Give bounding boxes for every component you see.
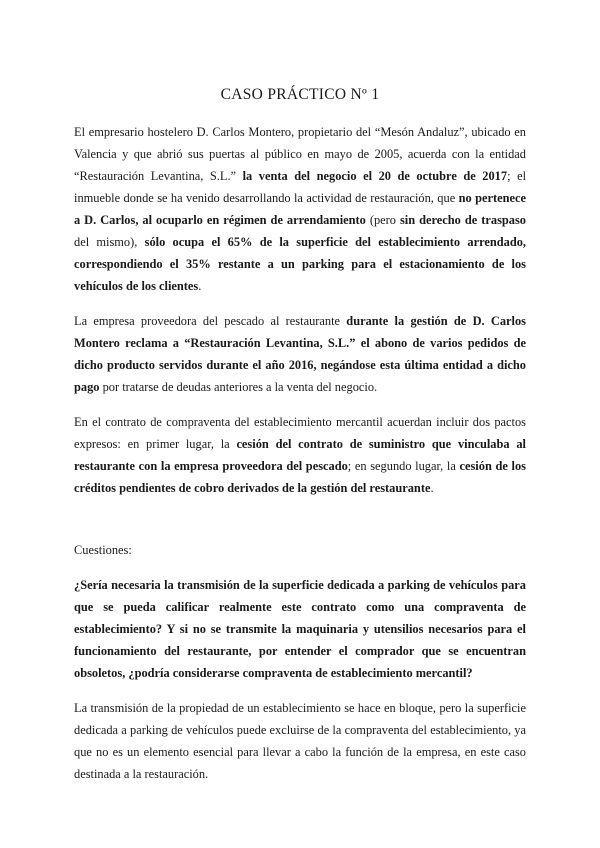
text-run: .	[198, 279, 202, 293]
text-run: (pero	[365, 213, 400, 227]
paragraph-questions-heading	[74, 539, 526, 561]
text-run: cesión de los créditos pendientes de cobro derivados de la gestión del restaurante	[74, 459, 526, 495]
paragraph-case-facts	[74, 121, 526, 297]
text-run: cesión del contrato de suministro que vinculaba al restaurante con la empresa proveedora del pescado	[74, 437, 527, 473]
text-run: La empresa proveedora del pescado al restaurante	[74, 314, 347, 328]
text-run: Cuestiones:	[74, 543, 132, 557]
document-title: CASO PRÁCTICO Nº 1	[220, 86, 380, 103]
text-run: sin derecho de traspaso	[399, 213, 526, 227]
text-run: ; en segundo lugar, la	[347, 459, 460, 473]
text-run: del mismo),	[74, 235, 145, 249]
text-run: por tratarse de deudas anteriores a la venta del negocio.	[99, 380, 378, 394]
text-run: sólo ocupa el 65% de la superficie del establecimiento arrendado, correspondiendo el 35% restante a un parking para el estacionamiento de los vehículos de los clientes	[74, 235, 527, 293]
paragraph-supplier-claim	[74, 310, 526, 398]
document-body	[74, 121, 526, 785]
text-run: durante la gestión de D. Carlos Montero reclama a “Restauración Levantina, S.L.” el abono de varios pedidos de dicho producto servidos durante el año 2016, negándose esta última entidad a dicho pago	[74, 314, 526, 394]
text-run: .	[430, 481, 434, 495]
text-run: ¿Sería necesaria la transmisión de la superficie dedicada a parking de vehículos para que se pueda calificar realmente este contrato como una compraventa de establecimiento? Y si no se transmite la maquinaria y utensilios necesarios para el funcionamiento del restaurante, por entender el comprador que se encuentran obsoletos, ¿podría considerarse compraventa de establecimiento mercantil?	[74, 578, 526, 680]
paragraph-answer	[74, 697, 526, 785]
text-run: En el contrato de compraventa del establecimiento mercantil acuerdan incluir dos pactos expresos: en primer lugar, la	[74, 415, 526, 451]
text-run: no pertenece a D. Carlos, al ocuparlo en régimen de arrendamiento	[74, 191, 527, 227]
text-run: la venta del negocio el 20 de octubre de 2017	[242, 169, 508, 183]
text-run: El empresario hostelero D. Carlos Montero, propietario del “Mesón Andaluz”, ubicado en Valencia y que abrió sus puertas al público en mayo de 2005, acuerda con la entidad “Restauración Levantina, S.L.”	[74, 125, 526, 183]
text-run: La transmisión de la propiedad de un establecimiento se hace en bloque, pero la superficie dedicada a parking de vehículos puede excluirse de la compraventa del establecimiento, ya que no es un elemento esencial para llevar a cabo la función de la empresa, en este caso destinada a la restauración.	[74, 701, 526, 781]
paragraph-contract-pacts	[74, 411, 526, 499]
paragraph-question	[74, 574, 526, 684]
text-run: ; el inmueble donde se ha venido desarrollando la actividad de restauración, que	[74, 169, 527, 205]
